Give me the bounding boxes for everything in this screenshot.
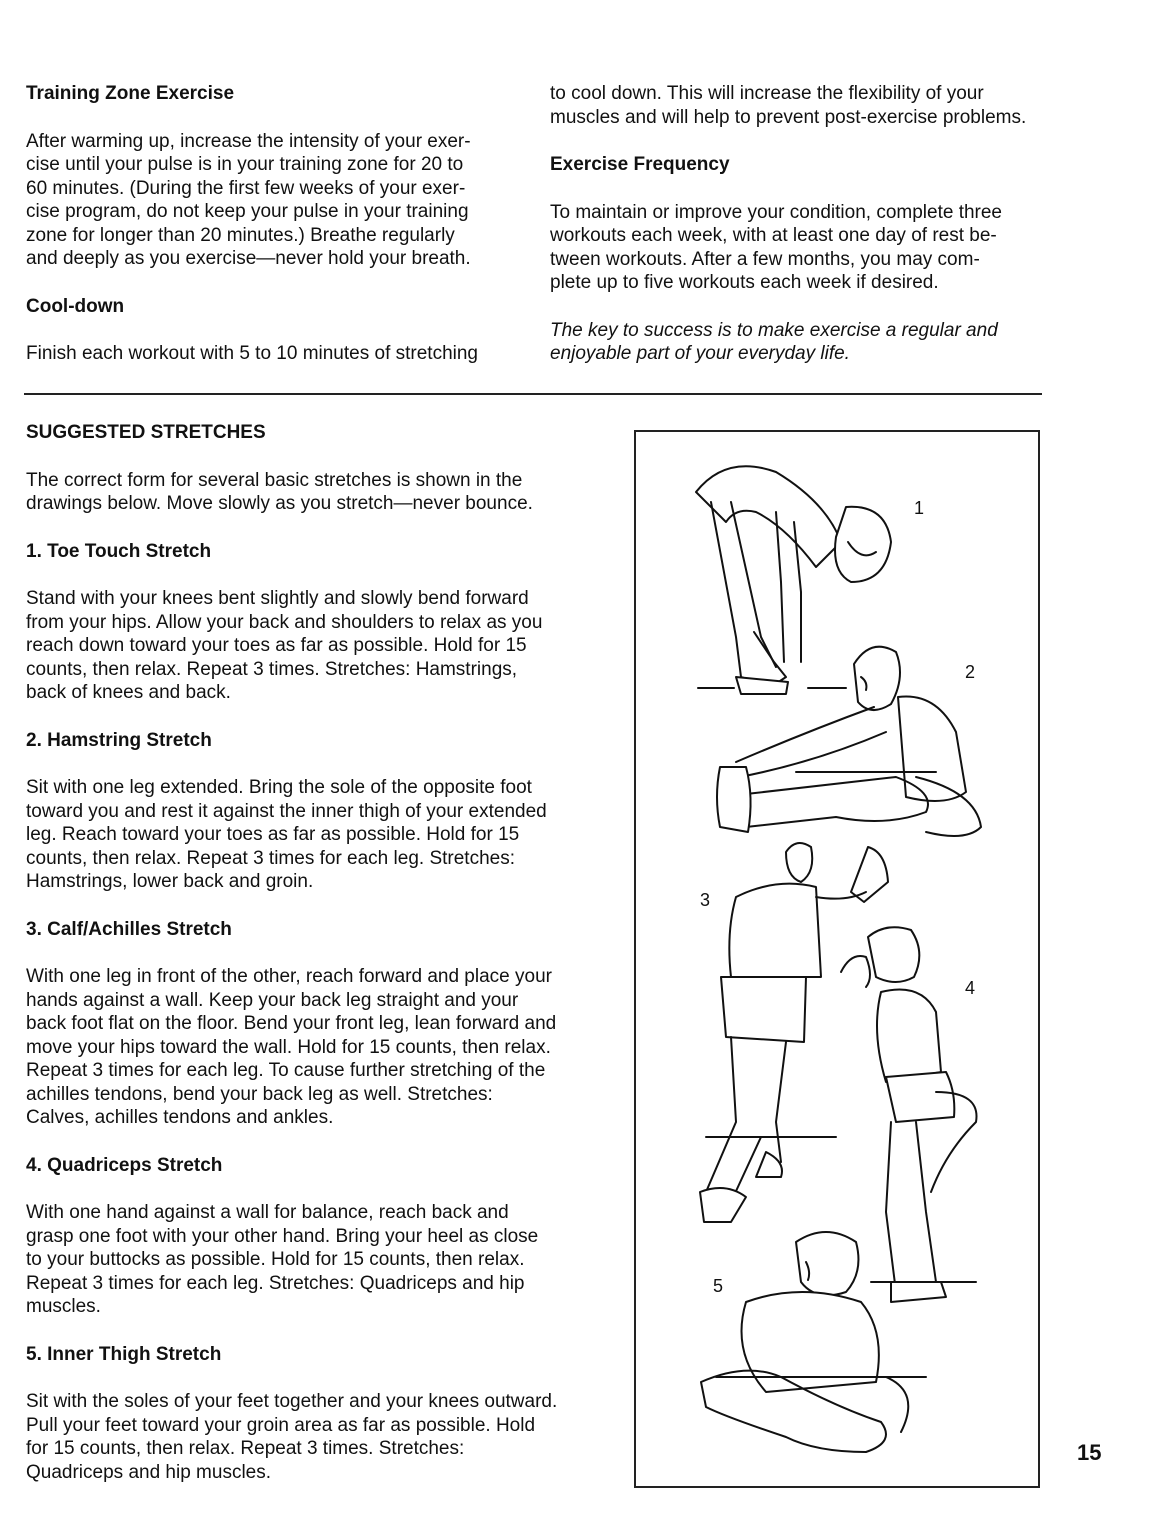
stretch-title: 2. Hamstring Stretch: [26, 729, 212, 751]
top-left-column: [26, 82, 526, 366]
cooldown-line: Finish each workout with 5 to 10 minutes of stretching: [26, 343, 479, 364]
stretch-line: back foot flat on the floor. Bend your front leg, lean forward and: [26, 1013, 557, 1034]
stretch-line: achilles tendons, bend your back leg as well. Stretches:: [26, 1083, 493, 1105]
stretch-line: back of knees and back.: [26, 682, 231, 703]
stretch-line: muscles.: [26, 1296, 101, 1317]
stretch-line: leg. Reach toward your toes as far as possible. Hold for 15: [26, 824, 520, 845]
training-line: After warming up, increase the intensity of your exer-: [26, 130, 471, 152]
training-line: zone for longer than 20 minutes.) Breathe regularly: [26, 224, 455, 246]
stretch-line: move your hips toward the wall. Hold for 15 counts, then relax.: [26, 1036, 551, 1058]
stretch-line: reach down toward your toes as far as possible. Hold for 15: [26, 635, 527, 656]
stretch-line: to your buttocks as possible. Hold for 15 counts, then relax.: [26, 1249, 525, 1270]
stretch-line: Stand with your knees bent slightly and slowly bend forward: [26, 588, 529, 609]
figure-label-5: 5: [713, 1276, 724, 1296]
stretch-line: counts, then relax. Repeat 3 times for each leg. Stretches:: [26, 847, 515, 869]
stretch-line: hands against a wall. Keep your back leg straight and your: [26, 989, 519, 1011]
stretch-line: With one hand against a wall for balance, reach back and: [26, 1202, 509, 1223]
page-number: 15: [1077, 1440, 1102, 1465]
stretch-line: Calves, achilles tendons and ankles.: [26, 1107, 334, 1128]
figure-label-1: 1: [914, 498, 925, 518]
suggested-stretches-heading: SUGGESTED STRETCHES: [26, 422, 266, 443]
stretch-line: Quadriceps and hip muscles.: [26, 1461, 272, 1483]
key-line: enjoyable part of your everyday life.: [550, 343, 850, 364]
frequency-line: plete up to five workouts each week if desired.: [550, 272, 939, 293]
figure-label-2: 2: [965, 662, 976, 682]
stretches-illustration: [634, 430, 1040, 1488]
section-divider: [24, 393, 1042, 395]
stretch-title: 1. Toe Touch Stretch: [26, 540, 212, 562]
training-line: 60 minutes. (During the first few weeks of your exer-: [26, 177, 466, 199]
key-line: The key to success is to make exercise a regular and: [550, 319, 998, 341]
training-zone-heading: Training Zone Exercise: [26, 83, 235, 104]
cooldown-cont-line: to cool down. This will increase the flexibility of your: [550, 83, 984, 104]
stretch-title: 4. Quadriceps Stretch: [26, 1154, 223, 1176]
exercise-frequency-heading: Exercise Frequency: [550, 154, 730, 175]
stretch-line: Repeat 3 times for each leg. Stretches: Quadriceps and hip: [26, 1272, 525, 1294]
stretch-line: With one leg in front of the other, reach forward and place your: [26, 966, 552, 987]
figure-calf-drawing: [700, 843, 888, 1222]
figure-label-3: 3: [700, 890, 711, 910]
figure-label-4: 4: [965, 978, 976, 998]
top-right-column: [550, 82, 1050, 366]
frequency-line: tween workouts. After a few months, you may com-: [550, 248, 980, 270]
stretch-drawings: [636, 432, 1038, 1486]
stretch-line: Hamstrings, lower back and groin.: [26, 871, 314, 892]
cooldown-cont-line: muscles and will help to prevent post-exercise problems.: [550, 106, 1027, 128]
stretch-line: Sit with the soles of your feet together and your knees outward.: [26, 1391, 558, 1412]
stretch-line: toward you and rest it against the inner thigh of your extended: [26, 800, 547, 822]
cooldown-heading: Cool-down: [26, 295, 125, 317]
stretch-line: Sit with one leg extended. Bring the sole of the opposite foot: [26, 777, 532, 798]
training-line: cise program, do not keep your pulse in your training: [26, 201, 469, 222]
figure-hamstring-drawing: [717, 647, 981, 836]
stretch-line: Pull your feet toward your groin area as far as possible. Hold: [26, 1414, 536, 1436]
figure-quad-drawing: [841, 927, 977, 1302]
frequency-line: workouts each week, with at least one day of rest be-: [550, 225, 997, 246]
frequency-line: To maintain or improve your condition, complete three: [550, 201, 1003, 223]
stretch-line: from your hips. Allow your back and shoulders to relax as you: [26, 611, 543, 633]
training-line: and deeply as you exercise—never hold your breath.: [26, 248, 471, 269]
training-line: cise until your pulse is in your training zone for 20 to: [26, 154, 464, 175]
intro-line: drawings below. Move slowly as you stretch—never bounce.: [26, 493, 533, 514]
stretch-line: grasp one foot with your other hand. Bring your heel as close: [26, 1225, 539, 1247]
stretch-title: 5. Inner Thigh Stretch: [26, 1343, 222, 1365]
stretch-title: 3. Calf/Achilles Stretch: [26, 918, 232, 940]
stretch-line: Repeat 3 times for each leg. To cause further stretching of the: [26, 1060, 546, 1081]
stretches-column: [26, 421, 626, 1484]
stretch-line: for 15 counts, then relax. Repeat 3 times. Stretches:: [26, 1438, 465, 1459]
intro-line: The correct form for several basic stretches is shown in the: [26, 469, 523, 491]
stretch-line: counts, then relax. Repeat 3 times. Stretches: Hamstrings,: [26, 658, 518, 680]
